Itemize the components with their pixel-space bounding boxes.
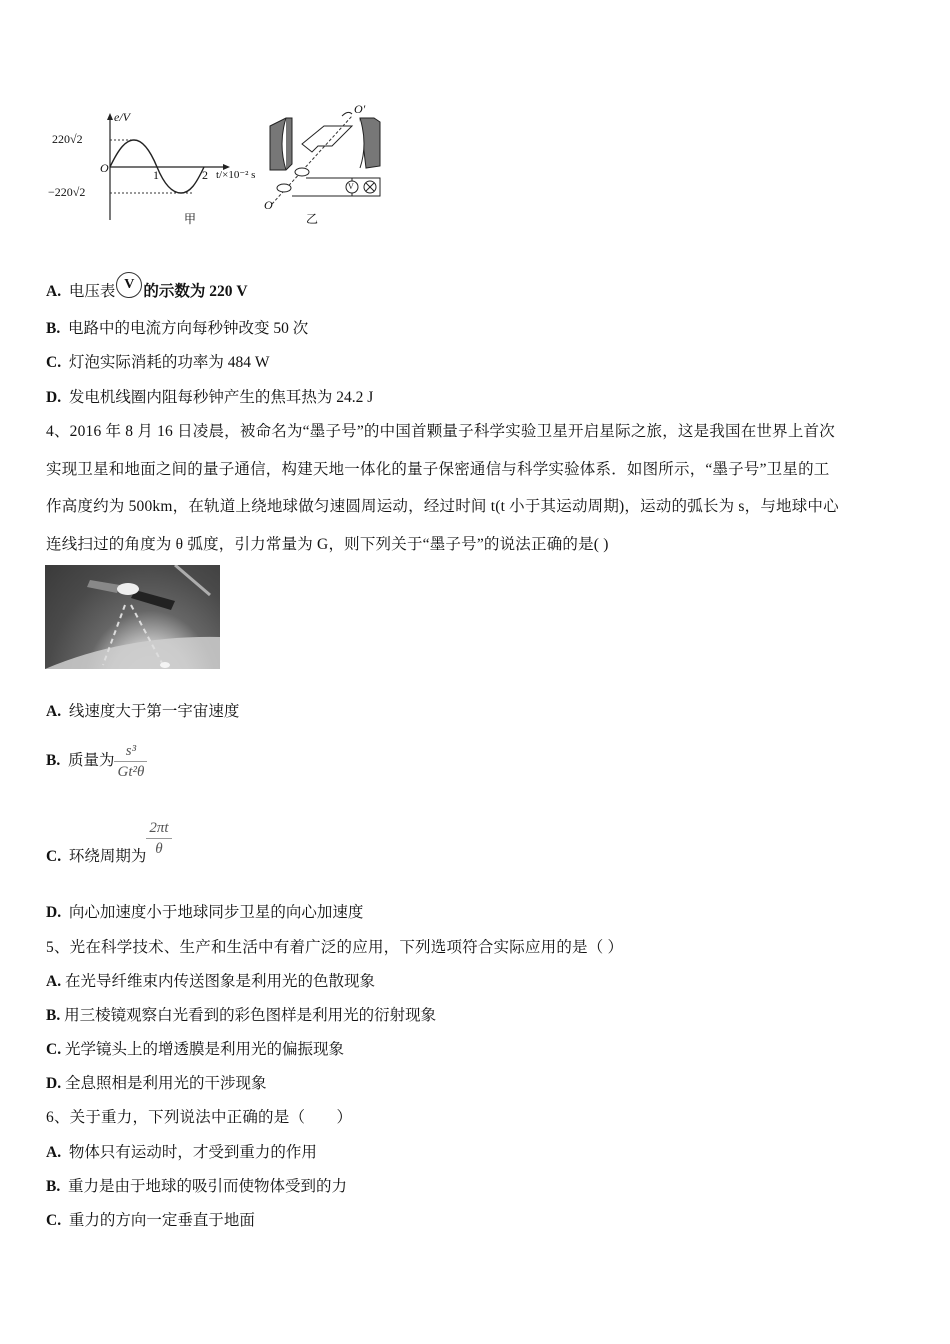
x-tick-1: 1	[153, 168, 159, 182]
axis-top-label: O′	[354, 102, 366, 116]
option-label: D.	[46, 904, 62, 921]
y-axis-label: e/V	[114, 110, 130, 124]
figure-jia-graph	[44, 110, 274, 230]
option-text: 质量为	[67, 752, 115, 769]
y-min-label: −220√2	[48, 185, 86, 199]
q3-option-d	[46, 388, 373, 408]
satellite-image	[45, 565, 220, 669]
q6-option-a	[46, 1143, 317, 1163]
q4-option-d	[46, 903, 363, 923]
option-label: B.	[46, 1007, 61, 1024]
q6-option-b	[46, 1177, 347, 1197]
q4-stem-line-2: 实现卫星和地面之间的量子通信，构建天地一体化的量子保密通信与科学实验体系．如图所示，“墨子号”卫星的工	[46, 461, 830, 478]
option-text: 重力的方向一定垂直于地面	[68, 1212, 255, 1229]
x-axis-label: t/×10⁻² s	[216, 169, 256, 181]
q3-option-b	[46, 319, 308, 339]
q4-option-c	[46, 818, 172, 883]
q5-option-b	[46, 1006, 436, 1026]
option-text: 在光导纤维束内传送图象是利用光的色散现象	[64, 973, 375, 990]
mass-fraction	[114, 741, 147, 782]
option-text: 向心加速度小于地球同步卫星的向心加速度	[68, 904, 364, 921]
q5-option-d	[46, 1074, 266, 1094]
q5-option-a	[46, 972, 375, 992]
q4-stem-line-1: 4、2016 年 8 月 16 日凌晨，被命名为“墨子号”的中国首颗量子科学实验卫星开启星际之旅，这是我国在世界上首次	[46, 423, 835, 440]
option-label: B.	[46, 320, 61, 337]
option-label: D.	[46, 389, 62, 406]
voltmeter-icon: V	[116, 272, 142, 298]
option-text: 重力是由于地球的吸引而使物体受到的力	[67, 1178, 347, 1195]
q5-option-c	[46, 1040, 344, 1060]
option-text: 电路中的电流方向每秒钟改变 50 次	[67, 320, 309, 337]
option-text: 光学镜头上的增透膜是利用光的偏振现象	[64, 1041, 344, 1058]
option-text: 发电机线圈内阻每秒钟产生的焦耳热为 24.2 J	[68, 389, 374, 406]
q6-option-c	[46, 1211, 255, 1231]
option-label: A.	[46, 703, 62, 720]
fraction-denominator: θ	[155, 841, 163, 857]
option-text: 物体只有运动时，才受到重力的作用	[68, 1144, 317, 1161]
fraction-denominator: Gt²θ	[117, 763, 145, 780]
option-text: 全息照相是利用光的干涉现象	[64, 1075, 267, 1092]
option-label: C.	[46, 354, 62, 371]
figure-yi-generator	[262, 104, 392, 226]
caption-jia: 甲	[184, 212, 197, 226]
option-text-after: 的示数为 220 V	[143, 283, 248, 300]
q4-stem-line-4: 连线扫过的角度为 θ 弧度，引力常量为 G，则下列关于“墨子号”的说法正确的是( )	[46, 536, 609, 553]
q4-option-b	[46, 735, 147, 787]
option-label: D.	[46, 1075, 62, 1092]
q3-option-c	[46, 353, 269, 373]
origin-label: O	[100, 161, 109, 175]
option-text: 环绕周期为	[68, 848, 147, 865]
option-text: 灯泡实际消耗的功率为 484 W	[68, 354, 270, 371]
voltmeter-label: V	[348, 182, 354, 191]
option-text: 用三棱镜观察白光看到的彩色图样是利用光的衍射现象	[64, 1007, 437, 1024]
option-label: A.	[46, 283, 62, 300]
axis-bottom-label: O	[264, 198, 273, 212]
option-label: C.	[46, 1212, 62, 1229]
period-fraction	[146, 818, 171, 859]
generator-diagram	[262, 104, 392, 226]
y-max-label: 220√2	[52, 132, 83, 146]
option-label: A.	[46, 973, 62, 990]
option-text: 电压表	[68, 283, 116, 300]
fraction-numerator: 2πt	[146, 818, 171, 839]
q4-option-a	[46, 702, 239, 722]
q3-option-a	[46, 272, 248, 302]
fraction-numerator: s³	[114, 741, 147, 762]
option-label: A.	[46, 1144, 62, 1161]
option-label: B.	[46, 1178, 61, 1195]
q6-stem: 6、关于重力，下列说法中正确的是（ ）	[46, 1109, 353, 1126]
option-label: C.	[46, 1041, 62, 1058]
caption-yi: 乙	[306, 212, 319, 226]
option-label: B.	[46, 752, 61, 769]
option-label: C.	[46, 848, 62, 865]
x-tick-2: 2	[202, 168, 208, 182]
q4-stem-line-3: 作高度约为 500km，在轨道上绕地球做匀速圆周运动，经过时间 t(t 小于其运动周期)，运动的弧长为 s，与地球中心	[46, 498, 839, 515]
satellite-illustration	[45, 565, 220, 669]
option-text: 线速度大于第一宇宙速度	[68, 703, 240, 720]
q5-stem: 5、光在科学技术、生产和生活中有着广泛的应用，下列选项符合实际应用的是（ ）	[46, 939, 624, 956]
